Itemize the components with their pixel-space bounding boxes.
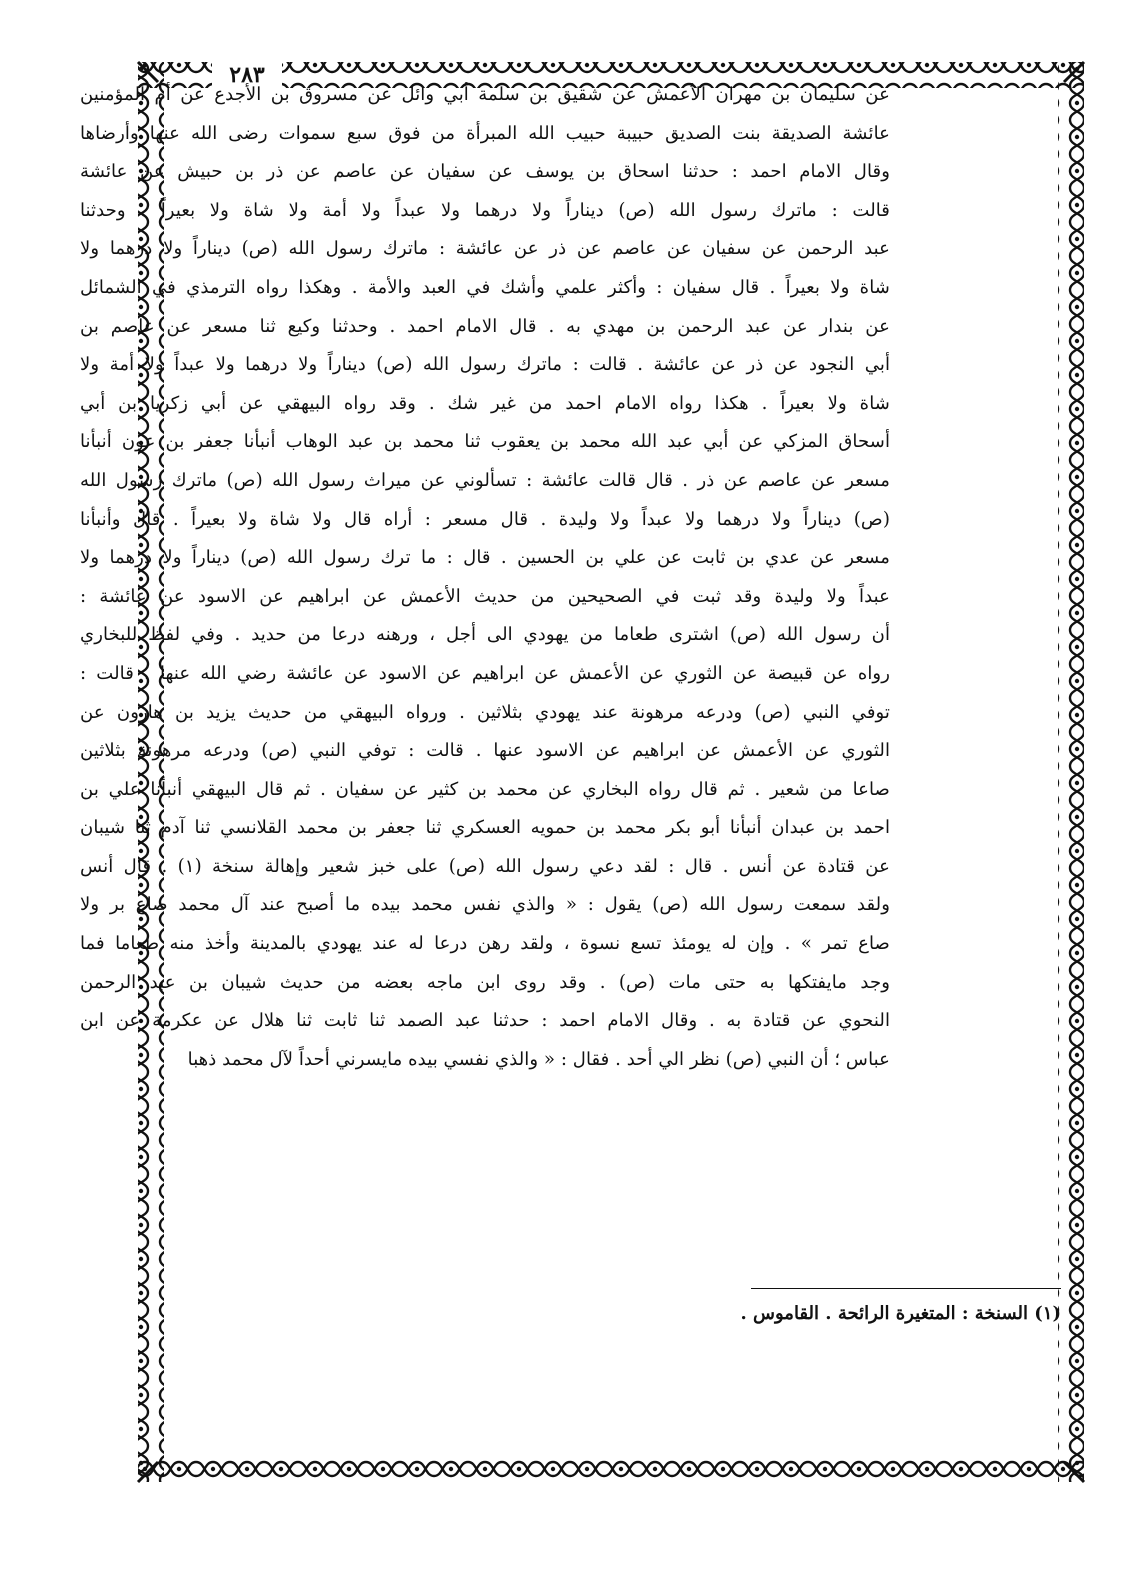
text-line: ولقد سمعت رسول الله (ص) يقول : « والذي نفس محمد بيده ما أصبح عند آل محمد صاع بر ولا	[80, 894, 890, 916]
main-text	[80, 76, 890, 1079]
text-line: أن رسول الله (ص) اشترى طعاما من يهودي الى أجل ، ورهنه درعا من حديد . وفي لفظ للبخاري	[80, 624, 890, 646]
text-line: عن سليمان بن مهران الأعمش عن شقيق بن سلمة أبي وائل عن مسروق بن الأجدع عن أم المؤمنين	[80, 84, 890, 105]
text-line: الثوري عن الأعمش عن ابراهيم عن الاسود عنها . قالت : توفي النبي (ص) ودرعه مرهونة بثلاثين	[80, 740, 890, 762]
text-line: احمد بن عبدان أنبأنا أبو بكر محمد بن حمويه العسكري ثنا جعفر بن محمد القلانسي ثنا آدم ثنا شيبان	[80, 817, 890, 839]
text-line: أسحاق المزكي عن أبي عبد الله محمد بن يعقوب ثنا محمد بن عبد الوهاب أنبأنا جعفر بن عون أنبأنا	[80, 431, 890, 453]
text-line: عن بندار عن عبد الرحمن بن مهدي به . قال الامام احمد . وحدثنا وكيع ثنا مسعر عن عاصم بن	[80, 315, 890, 337]
text-line: شاة ولا بعيراً . هكذا رواه الامام احمد من غير شك . وقد رواه البيهقي عن أبي زكريا بن أبي	[80, 392, 890, 414]
text-line: قالت : ماترك رسول الله (ص) ديناراً ولا درهما ولا عبداً ولا أمة ولا شاة ولا بعيراً . وحدثنا	[80, 199, 890, 221]
text-line: أبي النجود عن ذر عن عائشة . قالت : ماترك رسول الله (ص) ديناراً ولا درهما ولا عبداً ولا أمة ولا	[80, 354, 890, 376]
page-number: ٢٨٣	[212, 60, 282, 90]
text-line: مسعر عن عاصم عن ذر . قال قالت عائشة : تسألوني عن ميراث رسول الله (ص) ماترك رسول الله	[80, 469, 890, 491]
text-line: (ص) ديناراً ولا درهما ولا عبداً ولا وليدة . قال مسعر : أراه قال ولا شاة ولا بعيراً . قال وأنبأنا	[80, 508, 890, 530]
text-line: عبد الرحمن عن سفيان عن عاصم عن ذر عن عائشة : ماترك رسول الله (ص) ديناراً ولا درهما ولا	[80, 238, 890, 260]
text-line: شاة ولا بعيراً . قال سفيان : وأكثر علمي وأشك في العبد والأمة . وهكذا رواه الترمذي في الشمائل	[80, 276, 890, 298]
footnote-divider	[751, 1288, 1061, 1289]
text-line: صاعا من شعير . ثم قال رواه البخاري عن محمد بن كثير عن سفيان . ثم قال البيهقي أنبأنا علي بن	[80, 778, 890, 800]
text-line: توفي النبي (ص) ودرعه مرهونة عند يهودي بثلاثين . ورواه البيهقي من حديث يزيد بن هارون عن	[80, 701, 890, 723]
text-line: عبداً ولا وليدة وقد ثبت في الصحيحين من حديث الأعمش عن ابراهيم عن الاسود عن عائشة :	[80, 585, 890, 607]
text-line: النحوي عن قتادة به . وقال الامام احمد : حدثنا عبد الصمد ثنا ثابت ثنا هلال عن عكرمة عن ابن	[80, 1010, 890, 1032]
text-line: عباس ؛ أن النبي (ص) نظر الي أحد . فقال : « والذي نفسي بيده مايسرني أحداً لآل محمد ذهبا	[187, 1048, 890, 1070]
text-line: مسعر عن عدي بن ثابت عن علي بن الحسين . قال : ما ترك رسول الله (ص) ديناراً ولا درهما ولا	[80, 547, 890, 569]
text-line: وقال الامام احمد : حدثنا اسحاق بن يوسف عن سفيان عن عاصم عن ذر بن حبيش عن عائشة	[80, 161, 890, 183]
text-line: صاع تمر » . وإن له يومئذ تسع نسوة ، ولقد رهن درعا له عند يهودي بالمدينة وأخذ منه طعاما فما	[80, 933, 890, 955]
text-line: رواه عن قبيصة عن الثوري عن الأعمش عن ابراهيم عن الاسود عن عائشة رضي الله عنها . قالت :	[80, 662, 890, 684]
footnote: (١) السنخة : المتغيرة الرائحة . القاموس .	[740, 1303, 1061, 1324]
text-line: وجد مايفتكها به حتى مات (ص) . وقد روى ابن ماجه بعضه من حديث شيبان بن عبد الرحمن	[80, 971, 890, 993]
text-line: عائشة الصديقة بنت الصديق حبيبة حبيب الله المبرأة من فوق سبع سموات رضى الله عنها وأرضاها	[80, 122, 890, 144]
text-line: عن قتادة عن أنس . قال : لقد دعي رسول الله (ص) على خبز شعير وإهالة سنخة (١) . قال أنس	[80, 855, 890, 877]
